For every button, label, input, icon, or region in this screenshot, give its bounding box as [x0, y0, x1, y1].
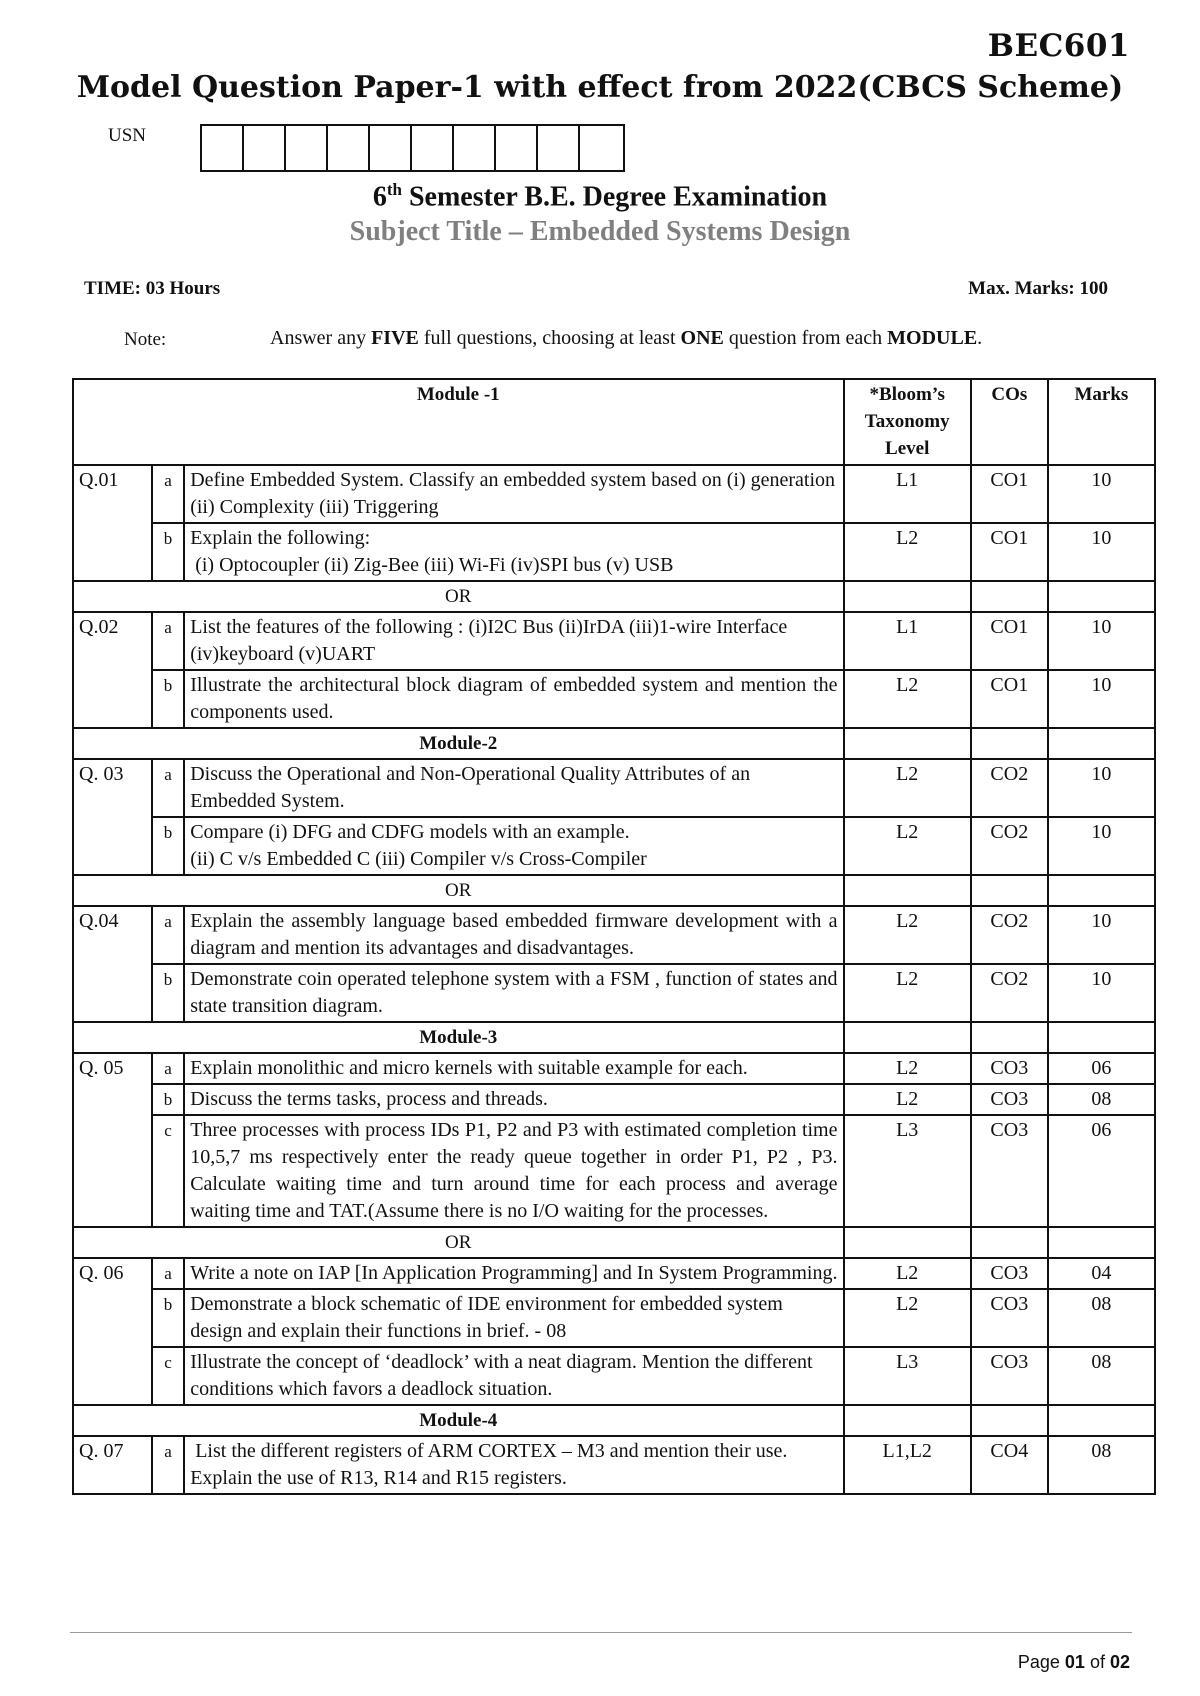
sub-question: b: [152, 1084, 184, 1115]
course-outcome: CO3: [971, 1258, 1048, 1289]
semester-text: Semester B.E. Degree Examination: [401, 181, 828, 213]
marks: 10: [1048, 964, 1155, 1022]
footer-divider: [70, 1632, 1132, 1633]
exam-time: TIME: 03 Hours: [84, 278, 221, 299]
empty-cell: [971, 875, 1048, 906]
sub-question: c: [152, 1115, 184, 1227]
empty-cell: [971, 1227, 1048, 1258]
empty-cell: [844, 1022, 971, 1053]
course-outcome: CO4: [971, 1436, 1048, 1494]
question-number: Q. 06: [73, 1258, 152, 1405]
course-outcome: CO1: [971, 670, 1048, 728]
or-separator: OR: [73, 1227, 844, 1258]
usn-box: [202, 126, 244, 170]
marks: 08: [1048, 1347, 1155, 1405]
question-text: Illustrate the concept of ‘deadlock’ with a neat diagram. Mention the different conditions which favors a deadlock situation.: [184, 1347, 843, 1405]
empty-cell: [1048, 1022, 1155, 1053]
question-text: List the features of the following : (i)I2C Bus (ii)IrDA (iii)1-wire Interface (iv)keyboard (v)UART: [184, 612, 843, 670]
blooms-level: L2: [844, 523, 971, 581]
subject-code: BEC601: [987, 28, 1130, 64]
question-number: Q.04: [73, 906, 152, 1022]
sub-question: b: [152, 817, 184, 875]
sub-question: a: [152, 465, 184, 523]
empty-cell: [971, 1022, 1048, 1053]
question-number: Q. 03: [73, 759, 152, 875]
empty-cell: [1048, 728, 1155, 759]
usn-box: [496, 126, 538, 170]
usn-box: [244, 126, 286, 170]
usn-boxes: [200, 124, 625, 172]
page-of: of: [1084, 1652, 1110, 1672]
marks: 10: [1048, 759, 1155, 817]
table-row: [73, 465, 1155, 523]
question-text: [184, 817, 843, 875]
question-number: Q.02: [73, 612, 152, 728]
usn-box: [286, 126, 328, 170]
sub-question: b: [152, 523, 184, 581]
question-text: Demonstrate a block schematic of IDE environment for embedded system design and explain their functions in brief. - 08: [184, 1289, 843, 1347]
or-row: [73, 875, 1155, 906]
subject-title: Subject Title – Embedded Systems Design: [349, 216, 851, 247]
usn-label: USN: [108, 125, 147, 146]
blooms-level: L2: [844, 906, 971, 964]
blooms-level: L2: [844, 1258, 971, 1289]
sub-question: a: [152, 906, 184, 964]
blooms-level: L2: [844, 817, 971, 875]
question-number: Q. 05: [73, 1053, 152, 1227]
usn-box: [454, 126, 496, 170]
usn-box: [580, 126, 623, 170]
empty-cell: [1048, 1227, 1155, 1258]
question-line: Explain the following:: [190, 527, 371, 549]
question-text: List the different registers of ARM CORTEX – M3 and mention their use. Explain the use of R13, R14 and R15 registers.: [184, 1436, 843, 1494]
course-outcome: CO3: [971, 1115, 1048, 1227]
module-heading: Module-4: [73, 1405, 844, 1436]
module-row: [73, 728, 1155, 759]
empty-cell: [844, 875, 971, 906]
sub-question: a: [152, 1436, 184, 1494]
empty-cell: [844, 581, 971, 612]
marks: 08: [1048, 1289, 1155, 1347]
module-heading: Module -1: [73, 379, 844, 465]
empty-cell: [1048, 581, 1155, 612]
table-row: [73, 906, 1155, 964]
or-separator: OR: [73, 875, 844, 906]
question-text: Explain the assembly language based embedded firmware development with a diagram and mention its advantages and disadvantages.: [184, 906, 843, 964]
sub-question: a: [152, 1053, 184, 1084]
course-outcome: CO1: [971, 465, 1048, 523]
marks: 06: [1048, 1053, 1155, 1084]
blooms-level: L2: [844, 1084, 971, 1115]
sub-question: a: [152, 612, 184, 670]
empty-cell: [1048, 875, 1155, 906]
sub-question: a: [152, 759, 184, 817]
table-row: [73, 817, 1155, 875]
marks: 08: [1048, 1436, 1155, 1494]
note-part: full questions, choosing at least: [418, 327, 681, 349]
question-line: (ii) C v/s Embedded C (iii) Compiler v/s Cross-Compiler: [190, 848, 647, 870]
note-part: Answer any: [270, 327, 372, 349]
sub-question: b: [152, 1289, 184, 1347]
empty-cell: [1048, 1405, 1155, 1436]
question-text: [184, 523, 843, 581]
table-row: [73, 612, 1155, 670]
blooms-level: L1: [844, 465, 971, 523]
usn-box: [538, 126, 580, 170]
table-row: [73, 523, 1155, 581]
marks-header: Marks: [1048, 379, 1155, 465]
page-label: Page: [1017, 1652, 1065, 1672]
marks: 10: [1048, 906, 1155, 964]
table-row: [73, 1436, 1155, 1494]
table-row: [73, 1289, 1155, 1347]
blooms-level: L1: [844, 612, 971, 670]
question-text: Define Embedded System. Classify an embedded system based on (i) generation (ii) Complexity (iii) Triggering: [184, 465, 843, 523]
table-row: [73, 759, 1155, 817]
page-current: 01: [1064, 1652, 1085, 1672]
question-text: Illustrate the architectural block diagram of embedded system and mention the components used.: [184, 670, 843, 728]
course-outcome: CO1: [971, 523, 1048, 581]
marks: 10: [1048, 612, 1155, 670]
blooms-level: L2: [844, 1053, 971, 1084]
page-total: 02: [1109, 1652, 1130, 1672]
or-row: [73, 1227, 1155, 1258]
question-text: Explain monolithic and micro kernels with suitable example for each.: [184, 1053, 843, 1084]
course-outcome: CO2: [971, 759, 1048, 817]
empty-cell: [844, 1227, 971, 1258]
blooms-level: L2: [844, 759, 971, 817]
course-outcome: CO2: [971, 906, 1048, 964]
blooms-level: L3: [844, 1347, 971, 1405]
blooms-header: *Bloom’s Taxonomy Level: [844, 379, 971, 465]
question-text: Three processes with process IDs P1, P2 and P3 with estimated completion time 10,5,7 ms respectively enter the ready queue together in order P1, P2 , P3. Calculate waiting time and turn around time for each process and average waiting time and TAT.(Assume there is no I/O waiting for the processes.: [184, 1115, 843, 1227]
course-outcome: CO3: [971, 1053, 1048, 1084]
course-outcome: CO3: [971, 1347, 1048, 1405]
note-emphasis: FIVE: [371, 327, 419, 349]
empty-cell: [844, 728, 971, 759]
sub-question: a: [152, 1258, 184, 1289]
sub-question: b: [152, 670, 184, 728]
cos-header: COs: [971, 379, 1048, 465]
paper-title: Model Question Paper-1 with effect from 2022(CBCS Scheme): [76, 70, 1124, 105]
table-row: [73, 964, 1155, 1022]
usn-box: [328, 126, 370, 170]
marks: 10: [1048, 465, 1155, 523]
max-marks: Max. Marks: 100: [968, 278, 1108, 299]
or-row: [73, 581, 1155, 612]
usn-box: [370, 126, 412, 170]
empty-cell: [971, 728, 1048, 759]
empty-cell: [971, 1405, 1048, 1436]
marks: 10: [1048, 523, 1155, 581]
blooms-level: L2: [844, 670, 971, 728]
marks: 06: [1048, 1115, 1155, 1227]
note-text: [270, 327, 982, 350]
module-heading: Module-3: [73, 1022, 844, 1053]
semester-number: 6: [372, 181, 387, 213]
table-row: [73, 670, 1155, 728]
semester-suffix: th: [386, 180, 402, 199]
marks: 04: [1048, 1258, 1155, 1289]
blooms-level: L1,L2: [844, 1436, 971, 1494]
question-table: [72, 378, 1156, 1495]
question-line: Compare (i) DFG and CDFG models with an example.: [190, 821, 630, 843]
table-row: [73, 1084, 1155, 1115]
question-number: Q.01: [73, 465, 152, 581]
course-outcome: CO2: [971, 817, 1048, 875]
module-heading: Module-2: [73, 728, 844, 759]
table-row: [73, 1258, 1155, 1289]
note-emphasis: MODULE: [887, 327, 978, 349]
empty-cell: [844, 1405, 971, 1436]
course-outcome: CO2: [971, 964, 1048, 1022]
note-part: question from each: [723, 327, 888, 349]
semester-heading: [0, 180, 1200, 213]
course-outcome: CO3: [971, 1084, 1048, 1115]
empty-cell: [971, 581, 1048, 612]
blooms-level: L3: [844, 1115, 971, 1227]
table-row: [73, 1347, 1155, 1405]
marks: 08: [1048, 1084, 1155, 1115]
page-number: [1018, 1652, 1130, 1673]
question-text: Discuss the terms tasks, process and threads.: [184, 1084, 843, 1115]
usn-box: [412, 126, 454, 170]
module-row: [73, 1405, 1155, 1436]
question-number: Q. 07: [73, 1436, 152, 1494]
table-row: [73, 1115, 1155, 1227]
course-outcome: CO3: [971, 1289, 1048, 1347]
note-emphasis: ONE: [680, 327, 724, 349]
table-header-row: [73, 379, 1155, 465]
module-row: [73, 1022, 1155, 1053]
question-text: Discuss the Operational and Non-Operational Quality Attributes of an Embedded System.: [184, 759, 843, 817]
note-part: .: [977, 327, 983, 349]
course-outcome: CO1: [971, 612, 1048, 670]
blooms-level: L2: [844, 964, 971, 1022]
table-row: [73, 1053, 1155, 1084]
question-text: Write a note on IAP [In Application Programming] and In System Programming.: [184, 1258, 843, 1289]
question-text: Demonstrate coin operated telephone system with a FSM , function of states and state transition diagram.: [184, 964, 843, 1022]
blooms-level: L2: [844, 1289, 971, 1347]
sub-question: c: [152, 1347, 184, 1405]
sub-question: b: [152, 964, 184, 1022]
or-separator: OR: [73, 581, 844, 612]
marks: 10: [1048, 670, 1155, 728]
marks: 10: [1048, 817, 1155, 875]
note-label: Note:: [124, 329, 167, 350]
question-line: (i) Optocoupler (ii) Zig-Bee (iii) Wi-Fi (iv)SPI bus (v) USB: [190, 554, 674, 576]
